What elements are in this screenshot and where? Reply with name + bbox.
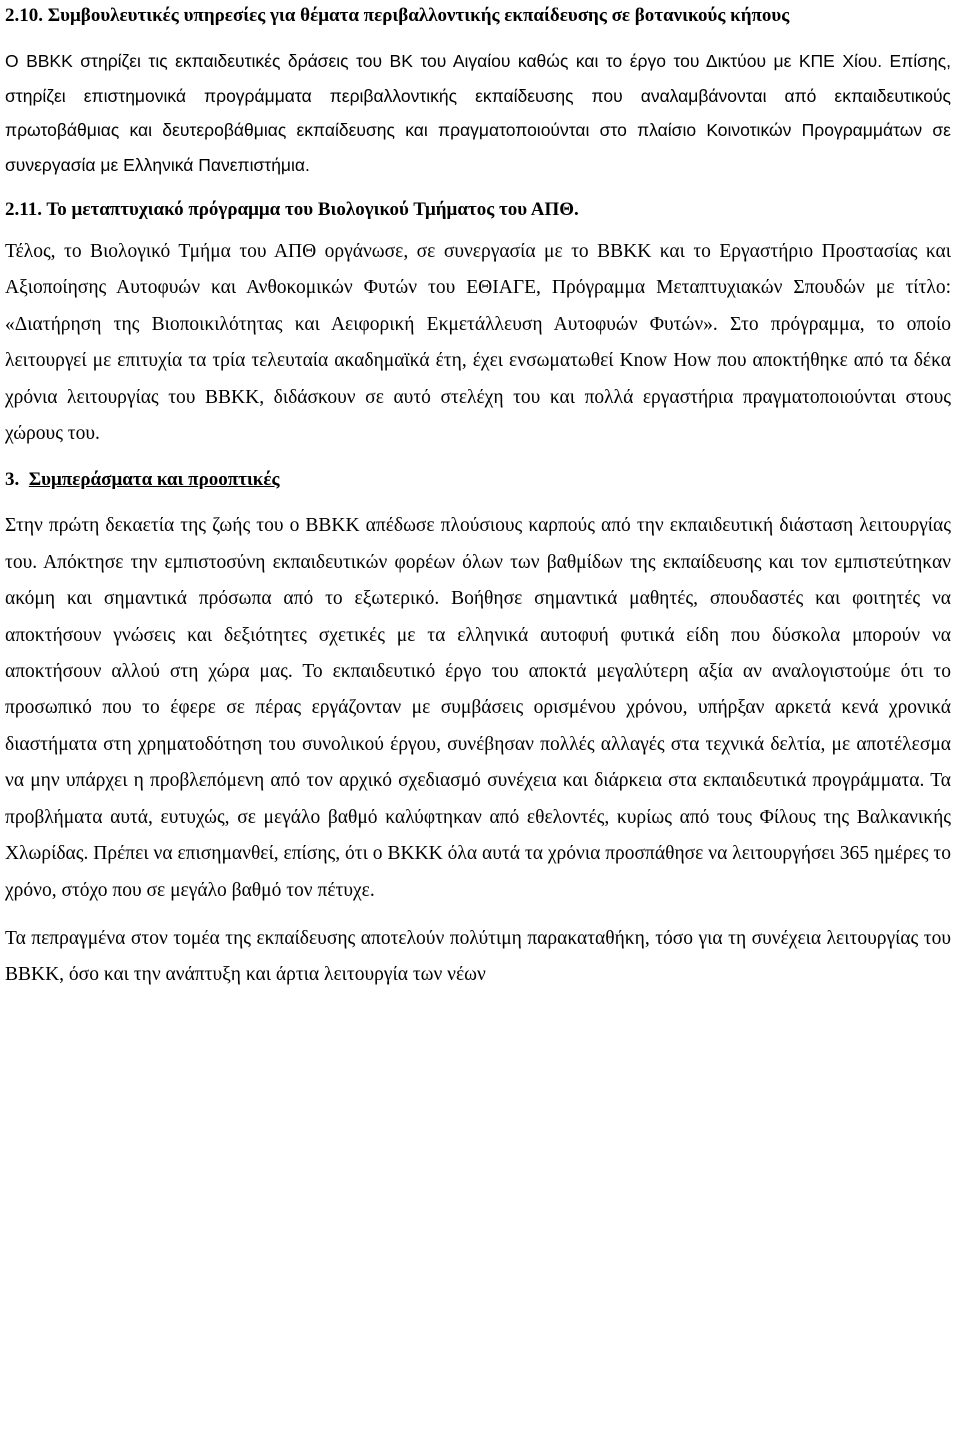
section-2-11-heading: 2.11. Το μεταπτυχιακό πρόγραμμα του Βιολογικού Τμήματος του ΑΠΘ. [5, 199, 579, 220]
section-2-10-paragraph: Ο ΒΒΚΚ στηρίζει τις εκπαιδευτικές δράσεις του ΒΚ του Αιγαίου καθώς και το έργο του Δικτύου με ΚΠΕ Χίου. Επίσης, στηρίζει επιστημονικά προγράμματα περιβαλλοντικής εκπαίδευσης που αναλαμβάνονται από εκπαιδευτικούς πρωτοβάθμιας και δευτεροβάθμιας εκπαίδευσης και πραγματοποιούνται στο πλαίσιο Κοινοτικών Προγραμμάτων σε συνεργασία με Ελληνικά Πανεπιστήμια. [5, 51, 951, 175]
section-3-paragraph-1: Στην πρώτη δεκαετία της ζωής του ο ΒΒΚΚ απέδωσε πλούσιους καρπούς από την εκπαιδευτική διάσταση λειτουργίας του. Απόκτησε την εμπιστοσύνη εκπαιδευτικών φορέων όλων των βαθμίδων της εκπαίδευσης και τον εμπιστεύτηκαν ακόμη και σημαντικά πρόσωπα από το εξωτερικό. Βοήθησε σημαντικά μαθητές, σπουδαστές και φοιτητές να αποκτήσουν γνώσεις και δεξιότητες σχετικές με τα ελληνικά αυτοφυή φυτικά είδη που δύσκολα μπορούν να αποκτήσουν αλλού στη χώρα μας. Το εκπαιδευτικό έργο του αποκτά μεγαλύτερη αξία αν αναλογιστούμε ότι το προσωπικό που το έφερε σε πέρας εργάζονταν με συμβάσεις ορισμένου χρόνου, υπήρξαν αρκετά κενά χρονικά διαστήματα στη χρηματοδότηση του συνολικού έργου, συνέβησαν πολλές αλλαγές στα τεχνικά δελτία, με αποτέλεσμα να μην υπάρχει η προβλεπόμενη από τον αρχικό σχεδιασμό συνέχεια και διάρκεια στα εκπαιδευτικά προγράμματα. Τα προβλήματα αυτά, ευτυχώς, σε μεγάλο βαθμό καλύφτηκαν από εθελοντές, κυρίως από τους Φίλους της Βαλκανικής Χλωρίδας. Πρέπει να επισημανθεί, επίσης, ότι ο ΒΚΚΚ όλα αυτά τα χρόνια προσπάθησε να λειτουργήσει 365 ημέρες το χρόνο, στόχο που σε μεγάλο βαθμό τον πέτυχε. [5, 515, 951, 901]
section-2-11-paragraph: Τέλος, το Βιολογικό Τμήμα του ΑΠΘ οργάνωσε, σε συνεργασία με το ΒΒΚΚ και το Εργαστήριο Προστασίας και Αξιοποίησης Αυτοφυών και Ανθοκομικών Φυτών του ΕΘΙΑΓΕ, Πρόγραμμα Μεταπτυχιακών Σπουδών με τίτλο: «Διατήρηση της Βιοποικιλότητας και Αειφορική Εκμετάλλευση Αυτοφυών Φυτών». Στο πρόγραμμα, το οποίο λειτουργεί με επιτυχία τα τρία τελευταία ακαδημαϊκά έτη, έχει ενσωματωθεί Know How που αποκτήθηκε από τα δέκα χρόνια λειτουργίας του ΒΒΚΚ, διδάσκουν σε αυτό στελέχη του και πολλά εργαστήρια πραγματοποιούνται στους χώρους του. [5, 241, 951, 445]
section-3-paragraph-2: Τα πεπραγμένα στον τομέα της εκπαίδευσης αποτελούν πολύτιμη παρακαταθήκη, τόσο για τη συνέχεια λειτουργίας του ΒΒΚΚ, όσο και την ανάπτυξη και άρτια λειτουργία των νέων [5, 927, 951, 986]
section-3-heading [5, 464, 951, 496]
section-3-title: Συμπεράσματα και προοπτικές [28, 469, 280, 491]
section-3-number: 3. [5, 469, 20, 491]
section-2-10-heading: 2.10. Συμβουλευτικές υπηρεσίες για θέματα περιβαλλοντικής εκπαίδευσης σε βοτανικούς κήπους [5, 5, 790, 26]
